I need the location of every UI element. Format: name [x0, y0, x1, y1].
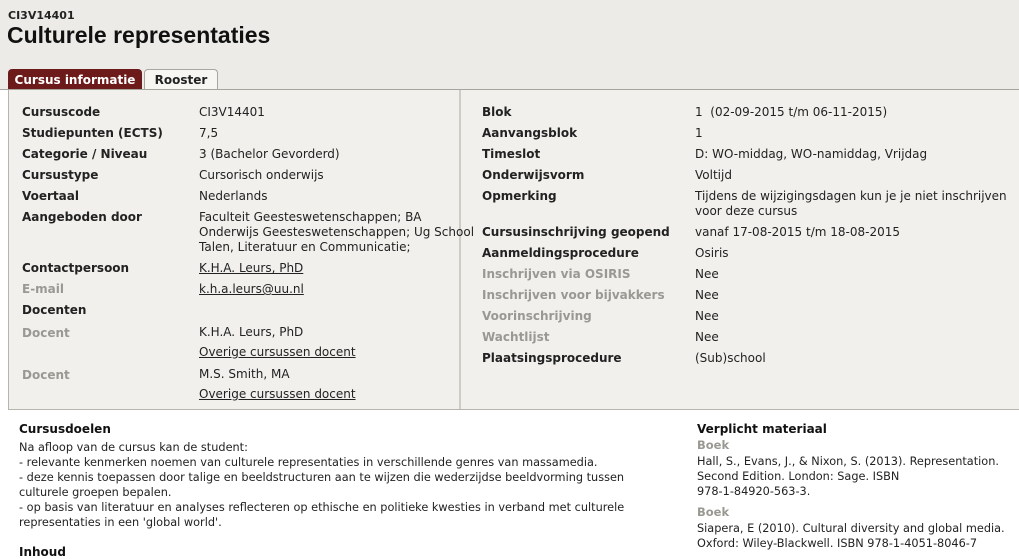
docent-2-name: M.S. Smith, MA	[199, 367, 290, 381]
docent-1-name: K.H.A. Leurs, PhD	[199, 325, 304, 339]
label-email: E-mail	[22, 282, 65, 296]
email-link[interactable]	[199, 282, 304, 297]
value-aangeboden-line-1: Faculteit Geesteswetenschappen; BA	[199, 210, 422, 224]
value-aanvangsblok: 1	[695, 126, 703, 140]
label-aangeboden-door: Aangeboden door	[22, 210, 142, 224]
course-code-heading: CI3V14401	[8, 9, 75, 22]
label-docenten: Docenten	[22, 303, 87, 317]
docent-1-other-courses-link[interactable]	[199, 345, 356, 360]
value-cursuscode: CI3V14401	[199, 105, 265, 119]
value-plaatsingsprocedure: (Sub)school	[695, 351, 766, 365]
tab-cursus-informatie[interactable]: Cursus informatie	[8, 69, 142, 90]
value-aangeboden-line-3: Talen, Literatuur en Communicatie;	[199, 240, 411, 254]
value-wachtlijst: Nee	[695, 330, 719, 344]
cursusdoelen-line-6: representaties in een 'global world'.	[19, 516, 222, 529]
label-contactpersoon: Contactpersoon	[22, 261, 130, 275]
value-aangeboden-line-2: Onderwijs Geesteswetenschappen; Ug School	[199, 225, 475, 239]
cursusdoelen-line-2: - relevante kenmerken noemen van culturele representaties in verschillende genres van massamedia.	[19, 456, 598, 469]
label-cursuscode: Cursuscode	[22, 105, 101, 119]
book-2-line-2: Oxford: Wiley-Blackwell. ISBN 978-1-4051-8046-7	[697, 537, 978, 550]
label-aanvangsblok: Aanvangsblok	[482, 126, 578, 140]
label-docent-1: Docent	[22, 326, 70, 340]
label-aanmeldingsprocedure: Aanmeldingsprocedure	[482, 246, 639, 260]
value-inschrijven-osiris: Nee	[695, 267, 719, 281]
book-1-line-1: Hall, S., Evans, J., & Nixon, S. (2013). Representation.	[697, 455, 999, 468]
tab-rooster[interactable]: Rooster	[144, 69, 218, 90]
contactpersoon-link-text[interactable]: K.H.A. Leurs, PhD	[199, 261, 304, 275]
value-studiepunten: 7,5	[199, 126, 219, 140]
value-aanmeldingsprocedure: Osiris	[695, 246, 729, 260]
inhoud-heading: Inhoud	[19, 545, 66, 559]
value-timeslot: D: WO-middag, WO-namiddag, Vrijdag	[695, 147, 928, 161]
label-cursustype: Cursustype	[22, 168, 99, 182]
label-cursusinschrijving: Cursusinschrijving geopend	[482, 225, 670, 239]
page-title: Culturele representaties	[7, 22, 271, 48]
value-categorie: 3 (Bachelor Gevorderd)	[199, 147, 340, 161]
value-voertaal: Nederlands	[199, 189, 268, 203]
verplicht-materiaal-heading: Verplicht materiaal	[697, 422, 827, 436]
label-inschrijven-bijvakkers: Inschrijven voor bijvakkers	[482, 288, 665, 302]
value-cursusinschrijving: vanaf 17-08-2015 t/m 18-08-2015	[695, 225, 900, 239]
label-plaatsingsprocedure: Plaatsingsprocedure	[482, 351, 622, 365]
book-1-line-3: 978-1-84920-563-3.	[697, 485, 811, 498]
docent-1-other-courses-text[interactable]: Overige cursussen docent	[199, 345, 356, 359]
contactpersoon-link[interactable]	[199, 261, 303, 276]
value-voorinschrijving: Nee	[695, 309, 719, 323]
book-2-line-1: Siapera, E (2010). Cultural diversity and global media.	[697, 522, 1005, 535]
cursusdoelen-line-5: - op basis van literatuur en analyses reflecteren op ethische en politieke kwesties in verband met culturele	[19, 501, 625, 514]
label-inschrijven-osiris: Inschrijven via OSIRIS	[482, 267, 631, 281]
book-1-type: Boek	[697, 438, 730, 452]
label-docent-2: Docent	[22, 368, 70, 382]
cursusdoelen-line-4: culturele groepen bepalen.	[19, 486, 172, 499]
value-opmerking-line-1: Tijdens de wijzigingsdagen kun je je niet inschrijven	[695, 189, 1007, 203]
value-onderwijsvorm: Voltijd	[695, 168, 732, 182]
docent-2-other-courses-link[interactable]	[199, 387, 356, 402]
value-inschrijven-bijvakkers: Nee	[695, 288, 719, 302]
value-cursustype: Cursorisch onderwijs	[199, 168, 324, 182]
email-link-text[interactable]: k.h.a.leurs@uu.nl	[199, 282, 304, 296]
label-voorinschrijving: Voorinschrijving	[482, 309, 592, 323]
label-timeslot: Timeslot	[482, 147, 541, 161]
docent-2-other-courses-text[interactable]: Overige cursussen docent	[199, 387, 356, 401]
label-wachtlijst: Wachtlijst	[482, 330, 550, 344]
cursusdoelen-line-3: - deze kennis toepassen door talige en beeldstructuren aan te wijzen die wederzijdse beeldvorming tussen	[19, 471, 625, 484]
cursusdoelen-heading: Cursusdoelen	[19, 422, 111, 436]
label-categorie: Categorie / Niveau	[22, 147, 148, 161]
label-onderwijsvorm: Onderwijsvorm	[482, 168, 585, 182]
panel-divider	[8, 409, 1019, 410]
book-2-type: Boek	[697, 505, 730, 519]
label-voertaal: Voertaal	[22, 189, 79, 203]
label-studiepunten: Studiepunten (ECTS)	[22, 126, 163, 140]
value-opmerking-line-2: voor deze cursus	[695, 204, 798, 218]
cursusdoelen-line-1: Na afloop van de cursus kan de student:	[19, 441, 248, 454]
label-blok: Blok	[482, 105, 512, 119]
label-opmerking: Opmerking	[482, 189, 557, 203]
value-blok: 1 (02-09-2015 t/m 06-11-2015)	[695, 105, 888, 119]
book-1-line-2: Second Edition. London: Sage. ISBN	[697, 470, 900, 483]
column-divider	[459, 90, 461, 410]
